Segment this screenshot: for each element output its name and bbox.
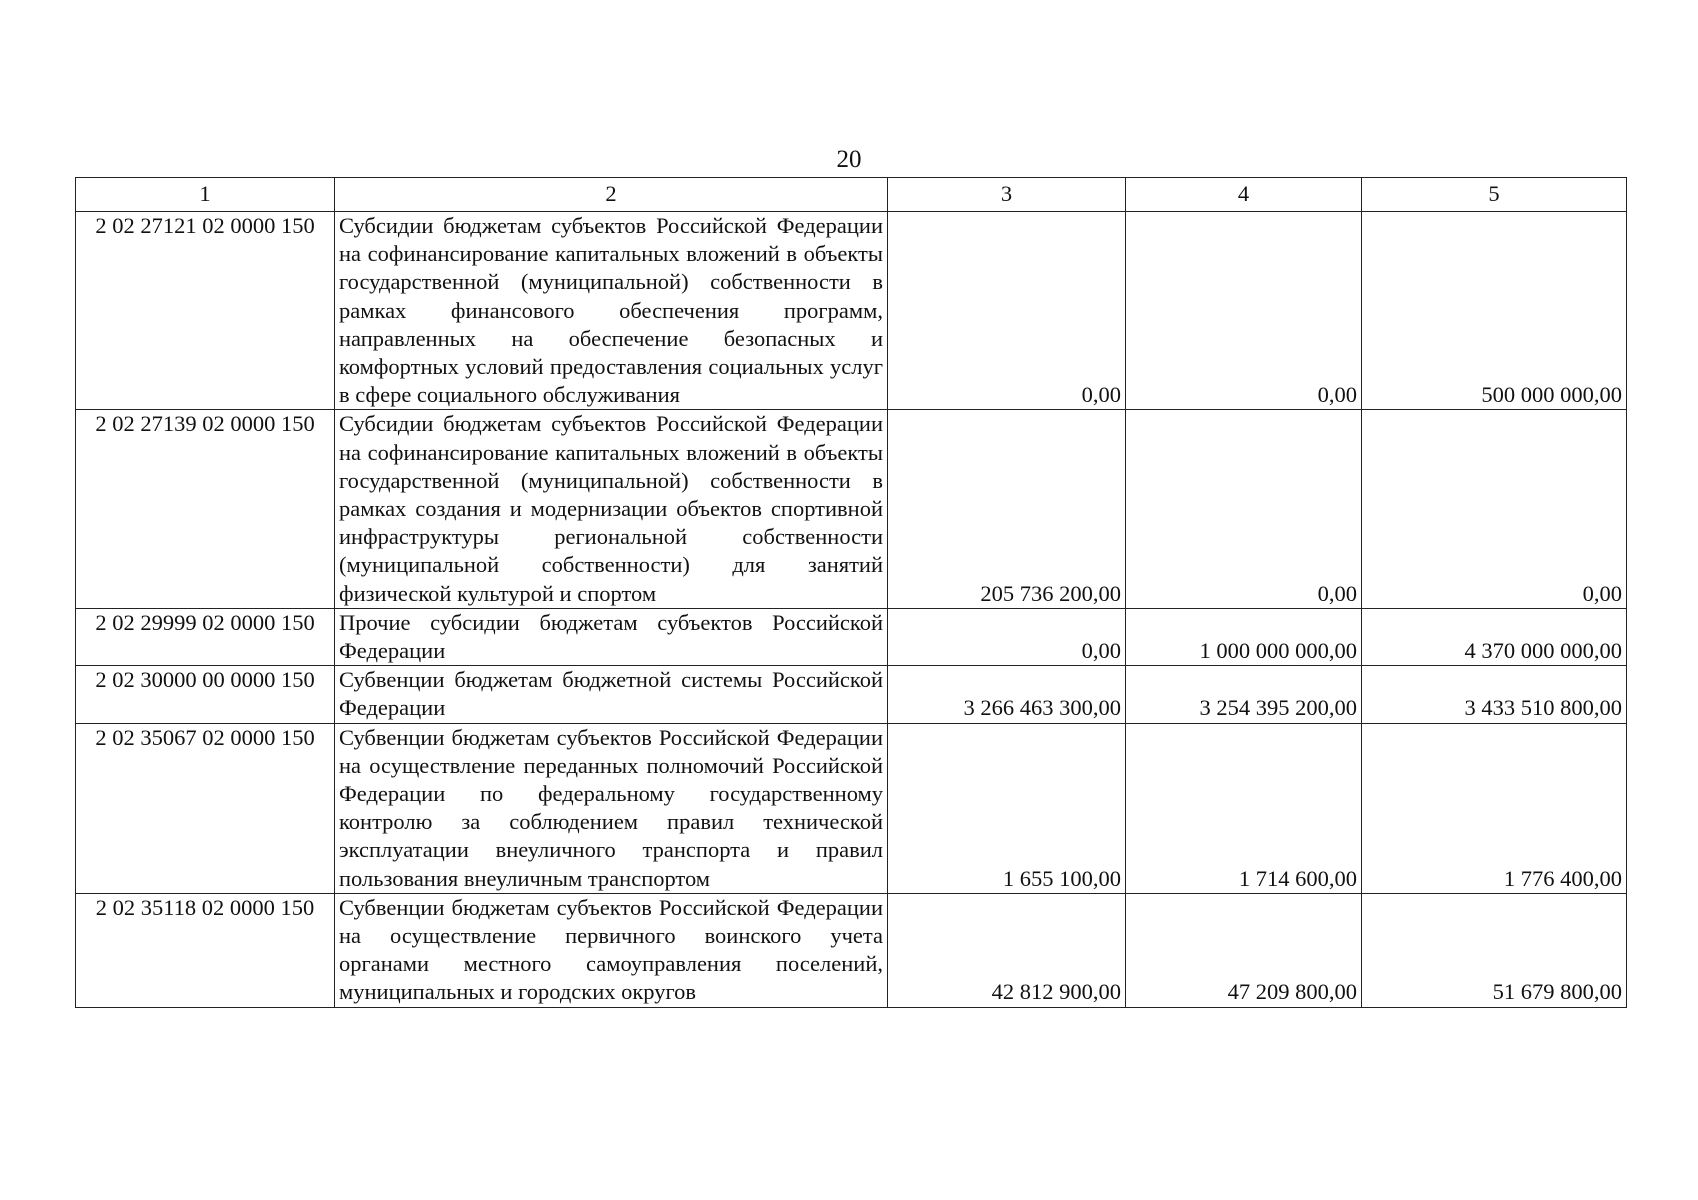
budget-code-cell: 2 02 29999 02 0000 150: [76, 608, 335, 665]
amount-col5-cell: 4 370 000 000,00: [1362, 608, 1627, 665]
amount-col4-cell: 1 714 600,00: [1126, 723, 1362, 893]
table-row: [76, 723, 1627, 893]
budget-code-cell: 2 02 35067 02 0000 150: [76, 723, 335, 893]
column-header-2: 2: [335, 178, 888, 212]
description-cell: Субвенции бюджетам субъектов Российской Федерации на осуществление переданных полномочий Российской Федерации по федеральному государственному контролю за соблюдением правил технической эксплуатации внеуличного транспорта и правил пользования внеуличным транспортом: [335, 723, 888, 893]
budget-table: [75, 177, 1627, 1008]
amount-col4-cell: 3 254 395 200,00: [1126, 666, 1362, 723]
table-row: [76, 666, 1627, 723]
amount-col3-cell: 3 266 463 300,00: [888, 666, 1126, 723]
table-body: [76, 212, 1627, 1008]
description-cell: Субсидии бюджетам субъектов Российской Федерации на софинансирование капитальных вложений в объекты государственной (муниципальной) собственности в рамках финансового обеспечения программ, направленных на обеспечение безопасных и комфортных условий предоставления социальных услуг в сфере социального обслуживания: [335, 212, 888, 410]
amount-col4-cell: 0,00: [1126, 212, 1362, 410]
amount-col3-cell: 0,00: [888, 212, 1126, 410]
budget-code-cell: 2 02 27121 02 0000 150: [76, 212, 335, 410]
table-row: [76, 212, 1627, 410]
column-header-5: 5: [1362, 178, 1627, 212]
table-row: [76, 410, 1627, 608]
amount-col4-cell: 47 209 800,00: [1126, 893, 1362, 1007]
amount-col3-cell: 205 736 200,00: [888, 410, 1126, 608]
column-header-3: 3: [888, 178, 1126, 212]
amount-col3-cell: 42 812 900,00: [888, 893, 1126, 1007]
budget-code-cell: 2 02 27139 02 0000 150: [76, 410, 335, 608]
amount-col5-cell: 1 776 400,00: [1362, 723, 1627, 893]
budget-code-cell: 2 02 30000 00 0000 150: [76, 666, 335, 723]
amount-col5-cell: 0,00: [1362, 410, 1627, 608]
table-header: [76, 178, 1627, 212]
description-cell: Субвенции бюджетам бюджетной системы Российской Федерации: [335, 666, 888, 723]
budget-code-cell: 2 02 35118 02 0000 150: [76, 893, 335, 1007]
amount-col3-cell: 0,00: [888, 608, 1126, 665]
page-number: 20: [836, 146, 862, 173]
column-header-1: 1: [76, 178, 335, 212]
description-cell: Субвенции бюджетам субъектов Российской Федерации на осуществление первичного воинского учета органами местного самоуправления поселений, муниципальных и городских округов: [335, 893, 888, 1007]
amount-col4-cell: 0,00: [1126, 410, 1362, 608]
amount-col5-cell: 51 679 800,00: [1362, 893, 1627, 1007]
description-cell: Субсидии бюджетам субъектов Российской Федерации на софинансирование капитальных вложений в объекты государственной (муниципальной) собственности в рамках создания и модернизации объектов спортивной инфраструктуры региональной собственности (муниципальной собственности) для занятий физической культурой и спортом: [335, 410, 888, 608]
column-header-4: 4: [1126, 178, 1362, 212]
amount-col5-cell: 3 433 510 800,00: [1362, 666, 1627, 723]
header-row: [76, 178, 1627, 212]
amount-col3-cell: 1 655 100,00: [888, 723, 1126, 893]
table-row: [76, 893, 1627, 1007]
table-row: [76, 608, 1627, 665]
amount-col4-cell: 1 000 000 000,00: [1126, 608, 1362, 665]
amount-col5-cell: 500 000 000,00: [1362, 212, 1627, 410]
description-cell: Прочие субсидии бюджетам субъектов Российской Федерации: [335, 608, 888, 665]
